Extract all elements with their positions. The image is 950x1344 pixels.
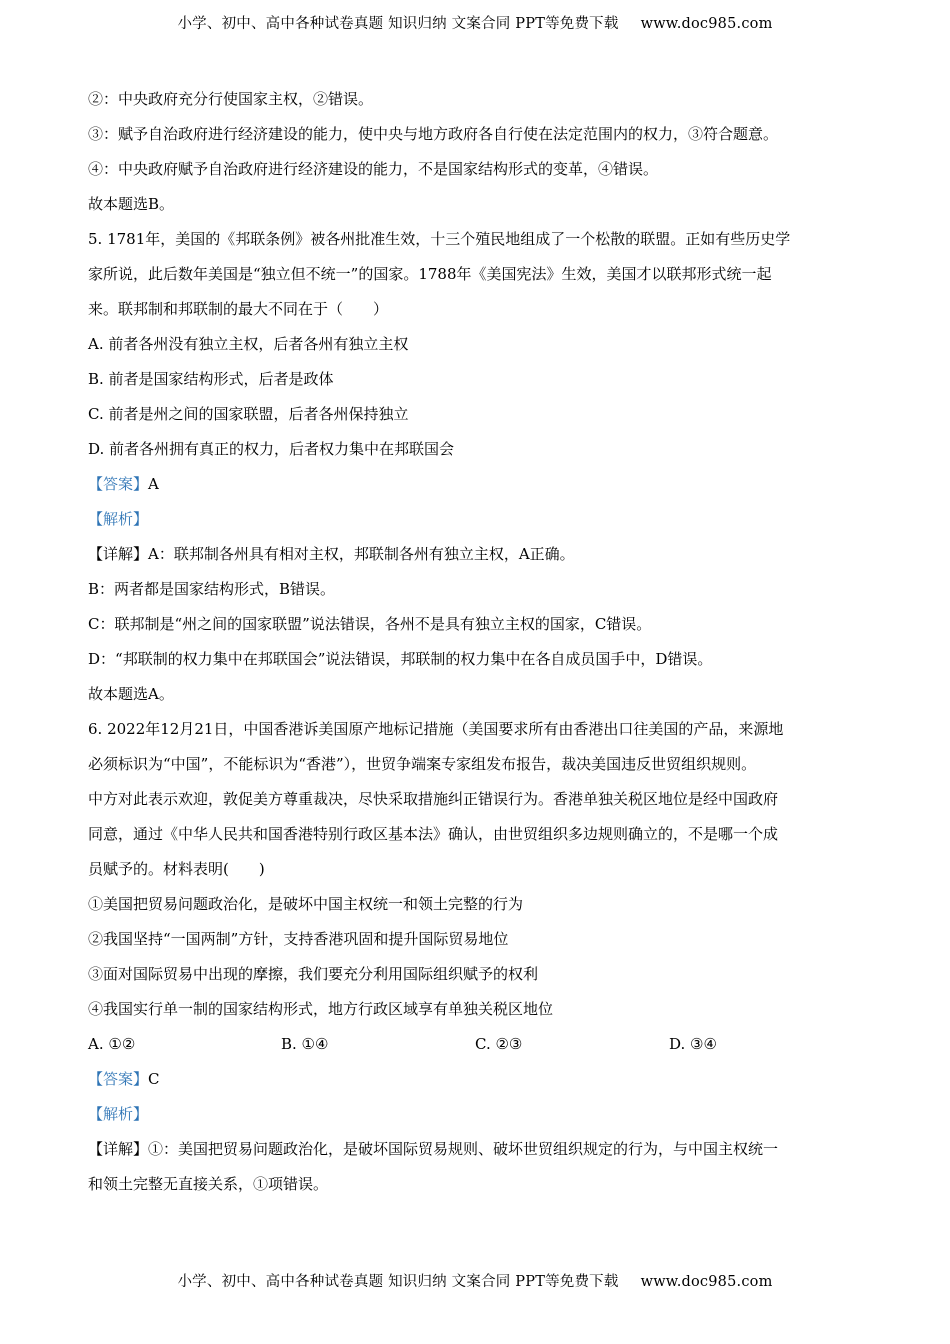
question-5-stem: 5. 1781年，美国的《邦联条例》被各州批准生效，十三个殖民地组成了一个松散的联盟。正如有些历史学 bbox=[88, 230, 791, 248]
footer-site: www.doc985.com bbox=[640, 1274, 773, 1290]
question-6-statement: ③面对国际贸易中出现的摩擦，我们要充分利用国际组织赋予的权利 bbox=[88, 965, 539, 983]
question-6-options bbox=[88, 1027, 868, 1062]
question-6-option-d: D. ③④ bbox=[669, 1035, 717, 1053]
detail-tag: 【详解】 bbox=[88, 545, 149, 563]
answer-value: C bbox=[148, 1070, 160, 1088]
answer-tag: 【答案】 bbox=[88, 475, 149, 493]
question-5-option-a: A. 前者各州没有独立主权，后者各州有独立主权 bbox=[88, 335, 409, 353]
text-line: D：“邦联制的权力集中在邦联国会”说法错误，邦联制的权力集中在各自成员国手中，D错误。 bbox=[88, 650, 713, 668]
question-6-option-a: A. ①② bbox=[88, 1035, 136, 1053]
question-6-analysis bbox=[88, 1097, 868, 1132]
question-6-stem: 中方对此表示欢迎，敦促美方尊重裁决，尽快采取措施纠正错误行为。香港单独关税区地位是经中国政府 bbox=[88, 790, 779, 808]
answer-tag: 【答案】 bbox=[88, 1070, 149, 1088]
question-6-stem: 员赋予的。材料表明( ) bbox=[88, 860, 265, 878]
question-6-statement: ②我国坚持“一国两制”方针，支持香港巩固和提升国际贸易地位 bbox=[88, 930, 509, 948]
page-header bbox=[0, 12, 950, 33]
question-6-option-c: C. ②③ bbox=[475, 1035, 523, 1053]
text-line: B：两者都是国家结构形式，B错误。 bbox=[88, 580, 336, 598]
question-5-option-c: C. 前者是州之间的国家联盟，后者各州保持独立 bbox=[88, 405, 409, 423]
question-5-option-d: D. 前者各州拥有真正的权力，后者权力集中在邦联国会 bbox=[88, 440, 455, 458]
text-line: C：联邦制是“州之间的国家联盟”说法错误，各州不是具有独立主权的国家，C错误。 bbox=[88, 615, 652, 633]
document-body bbox=[88, 82, 868, 1202]
question-6-stem: 6. 2022年12月21日，中国香港诉美国原产地标记措施（美国要求所有由香港出口往美国的产品，来源地 bbox=[88, 720, 784, 738]
text-line: ④：中央政府赋予自治政府进行经济建设的能力，不是国家结构形式的变革，④错误。 bbox=[88, 160, 659, 178]
analysis-tag: 【解析】 bbox=[88, 510, 149, 528]
detail-text: ①：美国把贸易问题政治化，是破坏国际贸易规则、破坏世贸组织规定的行为，与中国主权统一 bbox=[148, 1140, 779, 1158]
question-6-option-b: B. ①④ bbox=[281, 1035, 329, 1053]
question-5-analysis bbox=[88, 502, 868, 537]
text-line: 故本题选B。 bbox=[88, 195, 175, 213]
question-5-answer bbox=[88, 467, 868, 502]
header-site: www.doc985.com bbox=[640, 16, 773, 32]
detail-text: A：联邦制各州具有相对主权，邦联制各州有独立主权，A正确。 bbox=[148, 545, 575, 563]
question-6-stem: 同意，通过《中华人民共和国香港特别行政区基本法》确认，由世贸组织多边规则确立的，不是哪一个成 bbox=[88, 825, 779, 843]
detail-tag: 【详解】 bbox=[88, 1140, 149, 1158]
question-6-stem: 必须标识为“中国”，不能标识为“香港”），世贸争端案专家组发布报告，裁决美国违反世贸组织规则。 bbox=[88, 755, 757, 773]
text-line: ③：赋予自治政府进行经济建设的能力，使中央与地方政府各自行使在法定范围内的权力，③符合题意。 bbox=[88, 125, 779, 143]
question-5-stem: 来。联邦制和邦联制的最大不同在于（ ） bbox=[88, 300, 389, 318]
question-5-option-b: B. 前者是国家结构形式，后者是政体 bbox=[88, 370, 334, 388]
question-6-statement: ①美国把贸易问题政治化，是破坏中国主权统一和领土完整的行为 bbox=[88, 895, 524, 913]
question-6-statement: ④我国实行单一制的国家结构形式，地方行政区域享有单独关税区地位 bbox=[88, 1000, 554, 1018]
text-line: ②：中央政府充分行使国家主权，②错误。 bbox=[88, 90, 374, 108]
text-line: 和领土完整无直接关系，①项错误。 bbox=[88, 1175, 329, 1193]
question-5-detail bbox=[88, 537, 868, 572]
footer-text: 小学、初中、高中各种试卷真题 知识归纳 文案合同 PPT等免费下载 bbox=[177, 1274, 619, 1290]
answer-value: A bbox=[148, 475, 159, 493]
text-line: 故本题选A。 bbox=[88, 685, 174, 703]
analysis-tag: 【解析】 bbox=[88, 1105, 149, 1123]
question-6-answer bbox=[88, 1062, 868, 1097]
question-6-detail bbox=[88, 1132, 868, 1167]
header-text: 小学、初中、高中各种试卷真题 知识归纳 文案合同 PPT等免费下载 bbox=[177, 16, 619, 32]
question-5-stem: 家所说，此后数年美国是“独立但不统一”的国家。1788年《美国宪法》生效，美国才以联邦形式统一起 bbox=[88, 265, 772, 283]
page-footer bbox=[0, 1270, 950, 1291]
